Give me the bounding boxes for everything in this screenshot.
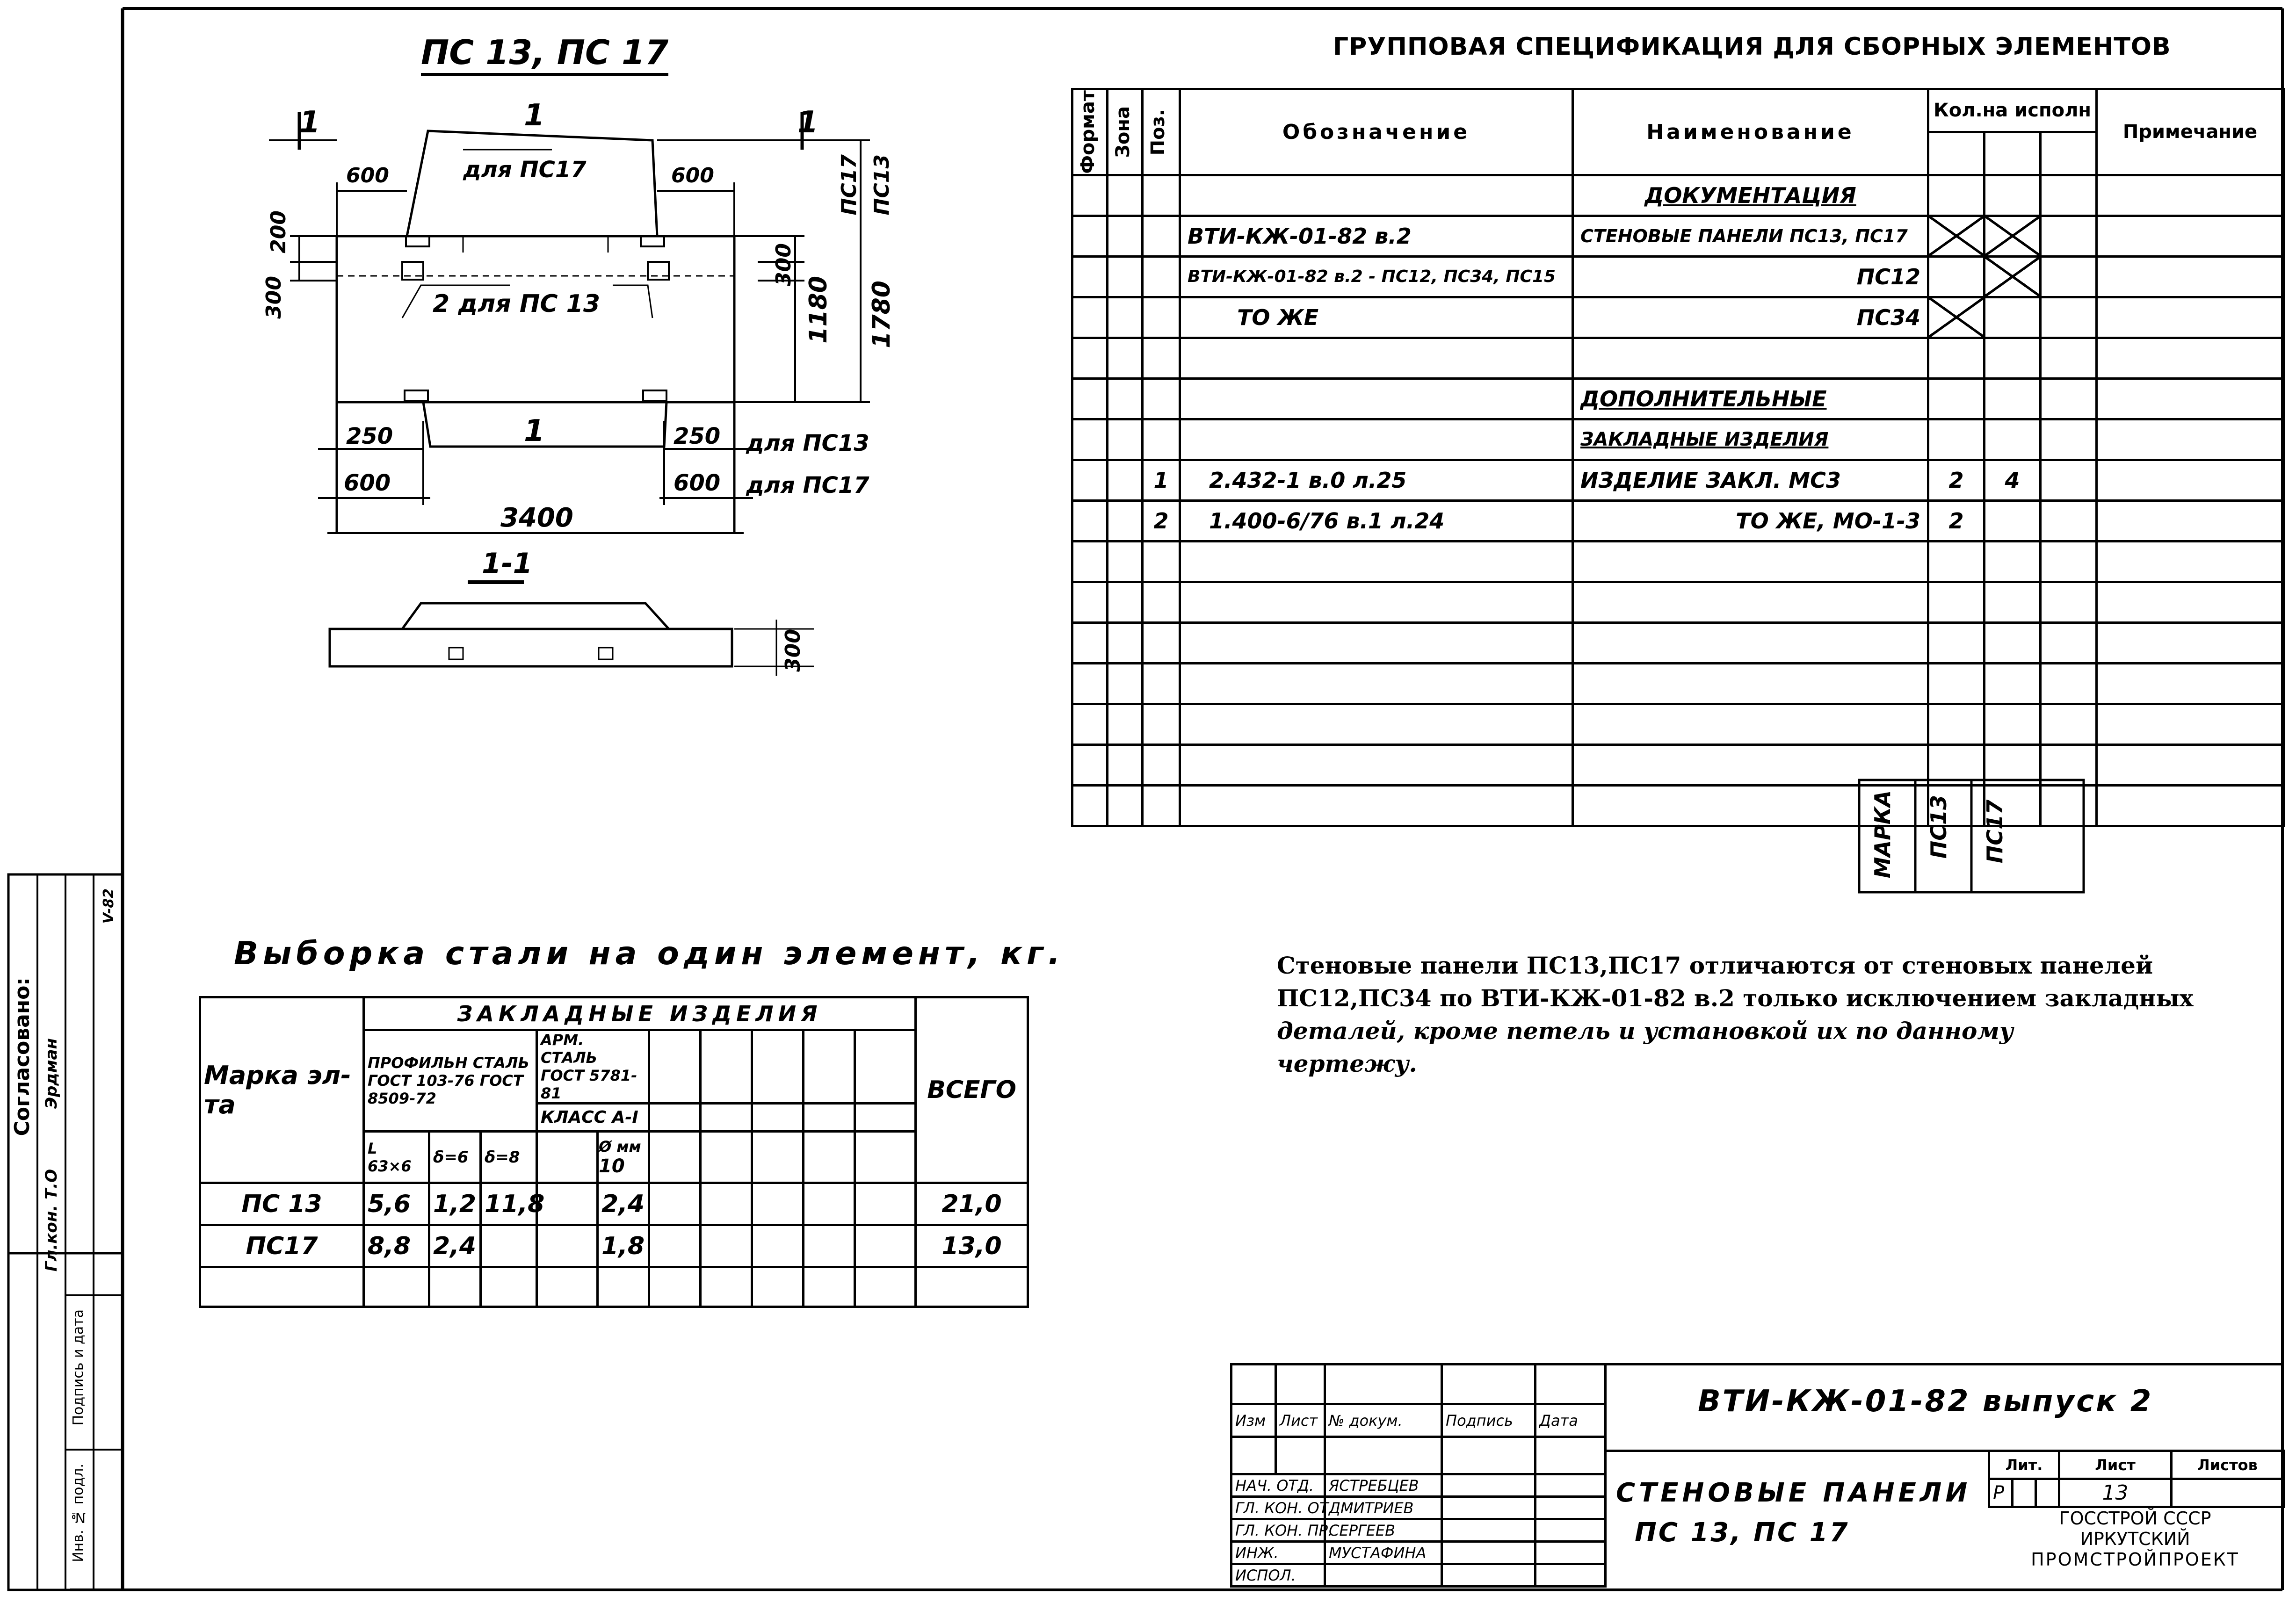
sel-sub-plate8: δ=8 — [481, 1132, 537, 1183]
section-label-1-1: 1-1 — [482, 547, 533, 580]
spec-row — [1072, 175, 2284, 216]
spec-name-cell: СТЕНОВЫЕ ПАНЕЛИ ПС13, ПС17 — [1573, 216, 1928, 256]
spec-row — [1072, 378, 2284, 419]
spec-row: ВТИ-КЖ-01-82 в.2 - ПС12, ПС34, ПС15 ПС12 — [1072, 256, 2284, 297]
note-line-2: ПС12,ПС34 по ВТИ-КЖ-01-82 в.2 только исключением закладных — [1277, 984, 2194, 1012]
tb-desc-1: СТЕНОВЫЕ ПАНЕЛИ — [1616, 1478, 1971, 1508]
mark-ps17: ПС17 — [1982, 800, 2007, 864]
tb-role: ИСПОЛ. — [1231, 1564, 1325, 1587]
dim-600-top-right: 600 — [671, 164, 714, 188]
spec-title: ГРУППОВАЯ СПЕЦИФИКАЦИЯ ДЛЯ СБОРНЫХ ЭЛЕМЕНТОВ — [1333, 33, 2171, 61]
tb-org — [1988, 1508, 2282, 1570]
spec-table — [1071, 88, 2285, 827]
spec-row: 1 2.432-1 в.0 л.25 ИЗДЕЛИЕ ЗАКЛ. МС3 2 4 — [1072, 460, 2284, 500]
tb-col-sign: Подпись — [1442, 1404, 1535, 1437]
spec-name-cell: ПС34 — [1573, 297, 1928, 338]
trapezoid-mark-bottom: 1 — [524, 414, 545, 448]
dim-250-right: 250 — [674, 423, 721, 449]
tb-code: ВТИ-КЖ-01-82 выпуск 2 — [1698, 1384, 2153, 1419]
col-zone: Зона — [1112, 106, 1134, 158]
note-line-3: деталей, кроме петель и установкой их по данному — [1277, 1017, 2014, 1045]
section-mark-right: 1 — [797, 105, 818, 140]
spec-name-cell: ДОПОЛНИТЕЛЬНЫЕ — [1573, 378, 1928, 419]
dim-1780: 1780 — [868, 281, 896, 348]
tb-col-izm: Изм — [1231, 1404, 1276, 1437]
side-inv: Инв. № подл. — [70, 1464, 87, 1562]
spec-row: ВТИ-КЖ-01-82 в.2 СТЕНОВЫЕ ПАНЕЛИ ПС13, ПС17 — [1072, 216, 2284, 256]
side-sign-date: Подпись и дата — [70, 1309, 87, 1426]
label-ps17-vertical: ПС17 — [837, 154, 861, 216]
tb-col-date: Дата — [1535, 1404, 1606, 1437]
title-block-left — [1230, 1363, 1607, 1588]
dim-300-left: 300 — [262, 276, 286, 319]
side-gl-kon: Гл.кон. Т.О — [42, 1169, 61, 1272]
note-line-1: Стеновые панели ПС13,ПС17 отличаются от стеновых панелей — [1277, 952, 2153, 979]
sel-header-mark: Марка эл-та — [200, 997, 364, 1183]
sel-sub-plate6: δ=6 — [429, 1132, 481, 1183]
sel-header-embedded: ЗАКЛАДНЫЕ ИЗДЕЛИЯ — [364, 997, 916, 1030]
tb-col-doc: № докум. — [1325, 1404, 1442, 1437]
spec-row: 2 1.400-6/76 в.1 л.24 ТО ЖЕ, МО-1-3 2 — [1072, 500, 2284, 541]
dim-300-section: 300 — [781, 629, 805, 672]
dim-600-bottom-left: 600 — [344, 470, 391, 496]
sel-row: ПС 13 5,6 1,2 11,8 2,4 21,0 — [200, 1183, 1028, 1225]
col-designation: Обозначение — [1180, 89, 1573, 175]
tb-person: СЕРГЕЕВ — [1325, 1519, 1442, 1542]
col-pos: Поз. — [1147, 108, 1169, 156]
tb-sheets-header: Листов — [2172, 1451, 2284, 1479]
mark-ps13: ПС13 — [1926, 795, 1951, 859]
tb-org-3: ПРОМСТРОЙПРОЕКТ — [2031, 1549, 2239, 1570]
tb-person: ЯСТРЕБЦЕВ — [1325, 1474, 1442, 1497]
section-mark-left: 1 — [299, 105, 320, 140]
side-agreed: Согласовано: — [10, 977, 34, 1136]
sel-sub-angle: L 63×6 — [364, 1132, 429, 1183]
spec-row — [1072, 419, 2284, 460]
sel-header-dmm: Ø мм — [599, 1137, 641, 1155]
trapezoid-mark-top: 1 — [524, 98, 545, 133]
dim-300-right: 300 — [772, 243, 796, 286]
tb-col-list: Лист — [1276, 1404, 1325, 1437]
side-erdman: Эрдман — [42, 1038, 61, 1109]
sel-header-rebar: АРМ. СТАЛЬ ГОСТ 5781-81 — [537, 1030, 649, 1104]
tb-person: ДМИТРИЕВ — [1325, 1497, 1442, 1519]
label-for-ps17: для ПС17 — [746, 472, 869, 498]
tb-role: НАЧ. ОТД. — [1231, 1474, 1325, 1497]
dim-1180: 1180 — [804, 276, 833, 344]
tb-role: ГЛ. КОН. ОТ. — [1231, 1497, 1325, 1519]
tb-desc-2: ПС 13, ПС 17 — [1635, 1517, 1850, 1548]
col-note: Примечание — [2097, 89, 2284, 175]
note-line-4: чертежу. — [1277, 1050, 1417, 1077]
tb-role: ИНЖ. — [1231, 1542, 1325, 1564]
drawing-title: ПС 13, ПС 17 — [421, 33, 668, 76]
spec-name-cell: ЗАКЛАДНЫЕ ИЗДЕЛИЯ — [1573, 419, 1928, 460]
tb-lit-header: Лит. — [1989, 1451, 2059, 1479]
tb-person: МУСТАФИНА — [1325, 1542, 1442, 1564]
side-date: V-82 — [101, 888, 117, 924]
spec-name-cell: ТО ЖЕ, МО-1-3 — [1573, 500, 1928, 541]
spec-name-cell: ИЗДЕЛИЕ ЗАКЛ. МС3 — [1573, 460, 1928, 500]
dim-3400: 3400 — [500, 503, 573, 533]
label-for-ps17-top: для ПС17 — [463, 157, 587, 183]
tb-lit-value: Р — [1989, 1479, 2013, 1507]
spec-name-cell: ПС12 — [1573, 256, 1928, 297]
selection-title: Выборка стали на один элемент, кг. — [234, 935, 1065, 972]
tb-org-1: ГОССТРОЙ СССР — [2059, 1508, 2211, 1529]
tb-person — [1325, 1564, 1442, 1587]
dim-600-top-left: 600 — [346, 164, 389, 188]
tb-sheet-header: Лист — [2059, 1451, 2172, 1479]
dim-200: 200 — [267, 210, 290, 253]
label-for-ps13: для ПС13 — [746, 430, 869, 456]
spec-row: ТО ЖЕ ПС34 — [1072, 297, 2284, 338]
col-format: Формат — [1077, 90, 1099, 174]
tb-sheet-value: 13 — [2059, 1479, 2172, 1507]
note-text — [1277, 949, 2194, 1080]
dim-600-bottom-right: 600 — [674, 470, 721, 496]
title-block-sheet — [1988, 1450, 2285, 1508]
col-qty: Кол.на исполн — [1928, 89, 2097, 132]
label-2-for-ps13: 2 для ПС 13 — [433, 290, 601, 318]
tb-role: ГЛ. КОН. ПР. — [1231, 1519, 1325, 1542]
tb-org-2: ИРКУТСКИЙ — [2080, 1529, 2190, 1549]
dim-250-left: 250 — [346, 423, 393, 449]
sel-header-profile: ПРОФИЛЬН СТАЛЬ ГОСТ 103-76 ГОСТ 8509-72 — [364, 1030, 537, 1132]
spec-name-cell: ДОКУМЕНТАЦИЯ — [1573, 175, 1928, 216]
sel-sub-10: Ø мм 10 — [598, 1132, 649, 1183]
selection-table — [199, 996, 1029, 1308]
sel-header-total: ВСЕГО — [916, 997, 1028, 1183]
sel-row: ПС17 8,8 2,4 1,8 13,0 — [200, 1225, 1028, 1267]
spec-row — [1072, 338, 2284, 378]
sel-header-class: КЛАСС А-I — [537, 1104, 649, 1132]
label-ps13-vertical: ПС13 — [870, 154, 894, 216]
col-name: Наименование — [1573, 89, 1928, 175]
mark-label: МАРКА — [1870, 790, 1895, 879]
